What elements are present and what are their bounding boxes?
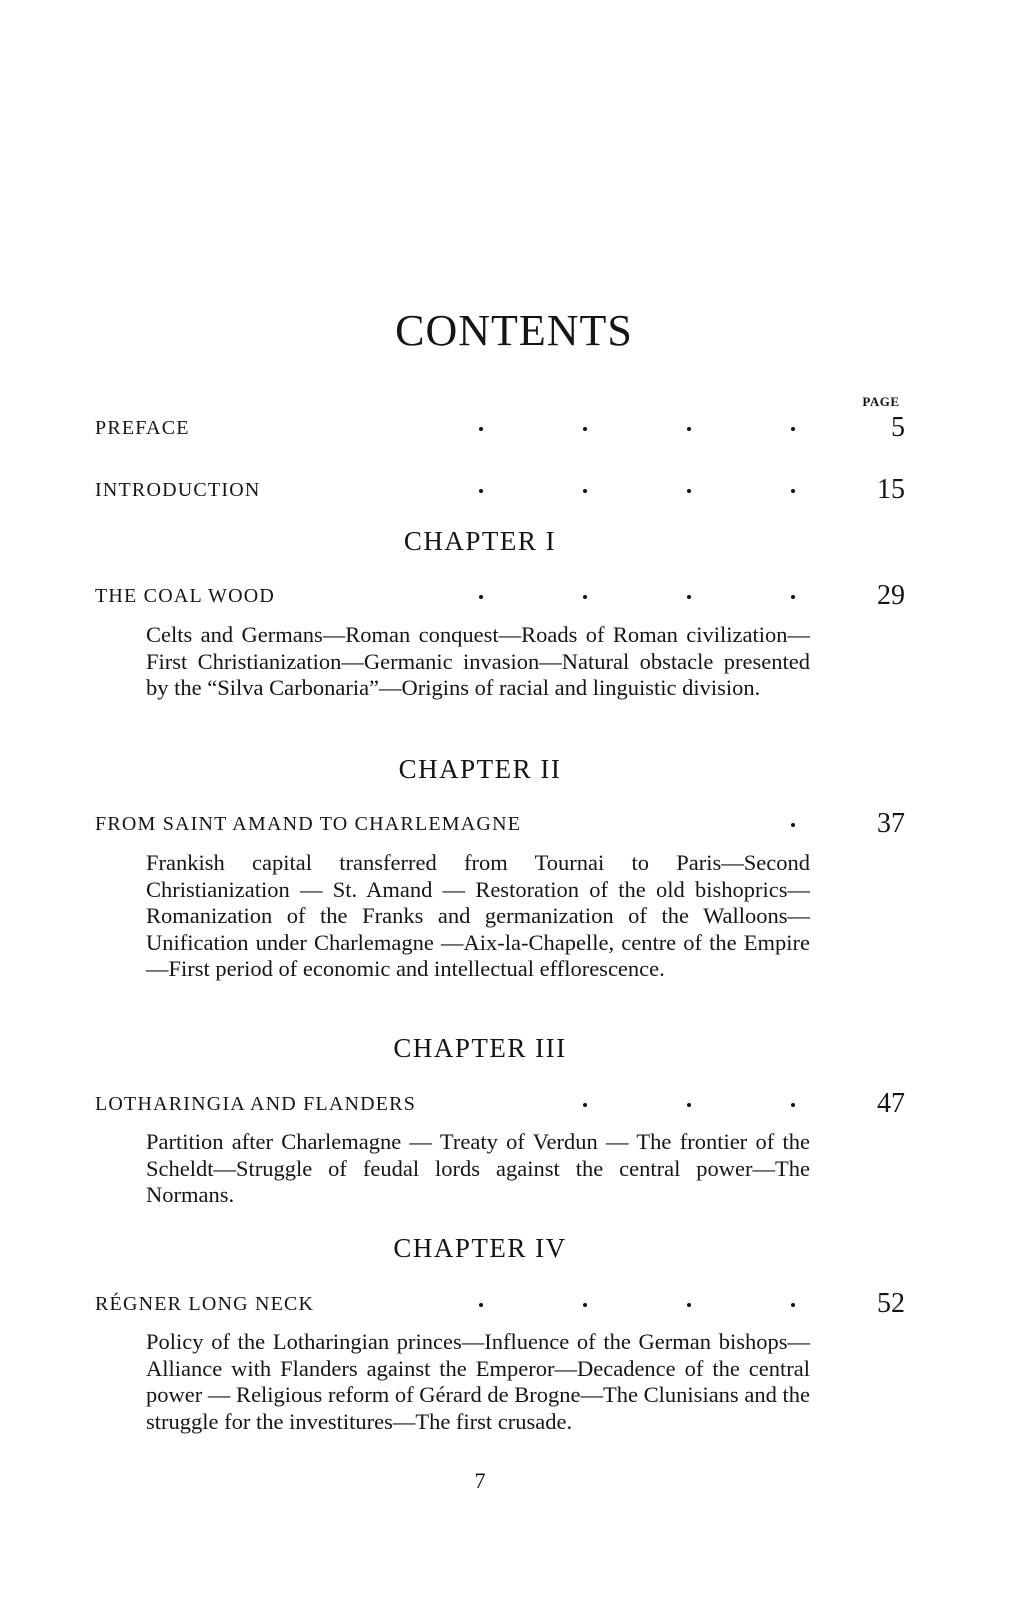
toc-entry-chapter-4[interactable] xyxy=(95,1286,905,1320)
entry-page-number: 5 xyxy=(891,412,905,443)
entry-title: RÉGNER LONG NECK xyxy=(95,1293,315,1315)
chapter-heading: CHAPTER II xyxy=(398,754,562,784)
entry-page-number: 47 xyxy=(877,1088,905,1119)
entry-title: INTRODUCTION xyxy=(95,479,261,501)
chapter-summary: Frankish capital transferred from Tournai to Paris—Second Christianization — St. Amand — Restoration of the old bishoprics—Romanization of the Franks and germanization of the Walloons—Unification under Charlemagne —Aix-la-Chapelle, centre of the Empire—First period of economic and intellectual efflorescence. xyxy=(146,850,810,981)
dot-leaders xyxy=(385,592,845,602)
toc-entry-chapter-3[interactable] xyxy=(95,1086,905,1120)
entry-page-number: 15 xyxy=(877,474,905,505)
toc-entry-preface[interactable] xyxy=(95,410,905,444)
chapter-heading: CHAPTER III xyxy=(393,1033,567,1063)
chapter-summary: Celts and Germans—Roman conquest—Roads of Roman civilization—First Christianization—Germanic invasion—Natural obstacle presented by the “Silva Carbonaria”—Origins of racial and linguistic division. xyxy=(146,622,810,700)
entry-title: PREFACE xyxy=(95,417,190,439)
folio-page-number: 7 xyxy=(474,1468,486,1493)
chapter-summary: Policy of the Lotharingian princes—Influence of the German bishops—Alliance with Flanders against the Emperor—Decadence of the central power — Religious reform of Gérard de Brogne—The Clunisians and the struggle for the investitures—The first crusade. xyxy=(146,1329,810,1434)
toc-entry-chapter-1[interactable] xyxy=(95,578,905,612)
dot-leaders xyxy=(745,820,845,830)
entry-title: LOTHARINGIA AND FLANDERS xyxy=(95,1093,417,1115)
toc-entry-introduction[interactable] xyxy=(95,472,905,506)
entry-title: FROM SAINT AMAND TO CHARLEMAGNE xyxy=(95,813,522,835)
page-title: CONTENTS xyxy=(395,306,633,355)
page-column-label: PAGE xyxy=(862,394,900,409)
chapter-summary: Partition after Charlemagne — Treaty of Verdun — The frontier of the Scheldt—Struggle of feudal lords against the central power—The Normans. xyxy=(146,1129,810,1207)
entry-page-number: 37 xyxy=(877,808,905,839)
dot-leaders xyxy=(385,424,845,434)
entry-title: THE COAL WOOD xyxy=(95,585,276,607)
chapter-heading: CHAPTER I xyxy=(403,526,557,556)
entry-page-number: 29 xyxy=(877,580,905,611)
dot-leaders xyxy=(535,1100,845,1110)
entry-page-number: 52 xyxy=(877,1288,905,1319)
chapter-heading: CHAPTER IV xyxy=(393,1233,567,1263)
dot-leaders xyxy=(385,486,845,496)
dot-leaders xyxy=(385,1300,845,1310)
toc-entry-chapter-2[interactable] xyxy=(95,806,905,840)
